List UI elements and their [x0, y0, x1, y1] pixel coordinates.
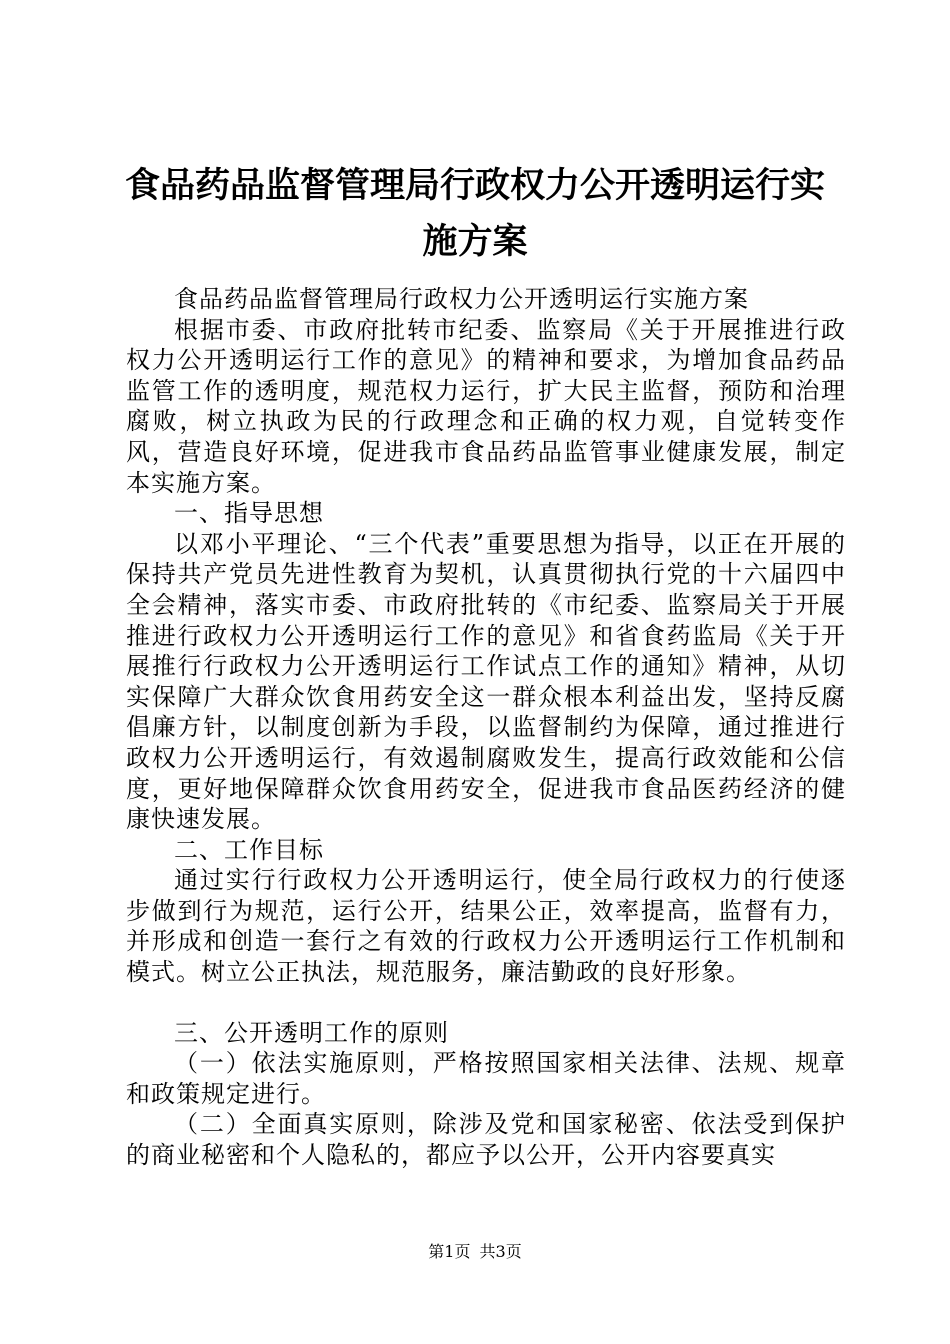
document-title-line-1: 食品药品监督管理局行政权力公开透明运行实: [124, 166, 825, 206]
page-total: 共3页: [479, 1242, 522, 1261]
paragraph-subtitle: 食品药品监督管理局行政权力公开透明运行实施方案: [174, 285, 749, 313]
paragraph-principle-1: （一）依法实施原则，严格按照国家相关法律、法规、规章和政策规定进行。: [126, 1049, 846, 1108]
page-footer: [0, 1241, 950, 1263]
document-title-line-2: 施方案: [422, 222, 528, 262]
paragraph-principle-2: （二）全面真实原则，除涉及党和国家秘密、依法受到保护的商业秘密和个人隐私的，都应予以公开，公开内容要真实: [126, 1110, 846, 1170]
section-heading-1: 一、指导思想: [174, 499, 324, 528]
document-body: [126, 284, 846, 1171]
page-number: 第1页: [428, 1242, 471, 1261]
section-heading-2: 二、工作目标: [174, 835, 324, 864]
paragraph-work-goal: 通过实行行政权力公开透明运行，使全局行政权力的行使逐步做到行为规范，运行公开，结果公正，效率提高，监督有力，并形成和创造一套行之有效的行政权力公开透明运行工作机制和模式。树立公正执法，规范服务，廉洁勤政的良好形象。: [126, 866, 846, 987]
paragraph-intro: 根据市委、市政府批转市纪委、监察局《关于开展推进行政权力公开透明运行工作的意见》的精神和要求，为增加食品药品监管工作的透明度，规范权力运行，扩大民主监督，预防和治理腐败，树立执政为民的行政理念和正确的权力观，自觉转变作风，营造良好环境，促进我市食品药品监管事业健康发展，制定本实施方案。: [126, 315, 846, 497]
paragraph-guiding-thought: 以邓小平理论、“三个代表”重要思想为指导，以正在开展的保持共产党员先进性教育为契机，认真贯彻执行党的十六届四中全会精神，落实市委、市政府批转的《市纪委、监察局关于开展推进行政权力公开透明运行工作的意见》和省食药监局《关于开展推行行政权力公开透明运行工作试点工作的通知》精神，从切实保障广大群众饮食用药安全这一群众根本利益出发，坚持反腐倡廉方针，以制度创新为手段，以监督制约为保障，通过推进行政权力公开透明运行，有效遏制腐败发生，提高行政效能和公信度，更好地保障群众饮食用药安全，促进我市食品医药经济的健康快速发展。: [126, 529, 846, 834]
section-heading-3: 三、公开透明工作的原则: [174, 1018, 449, 1047]
